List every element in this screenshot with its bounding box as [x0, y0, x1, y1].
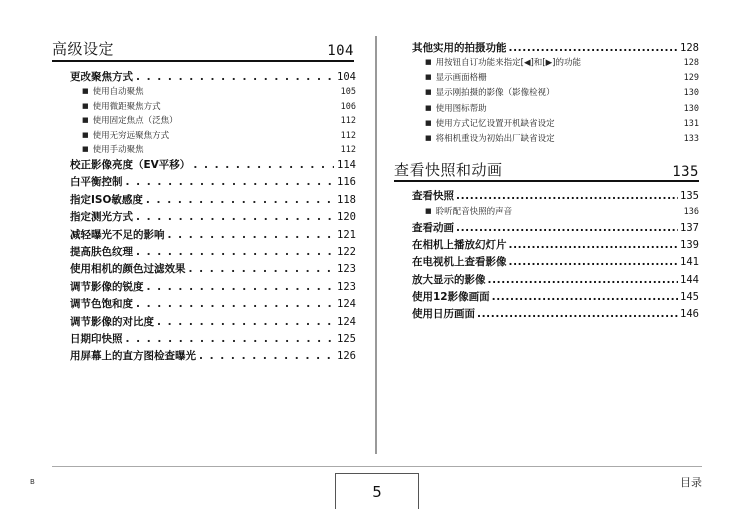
entry-title: 使用手动聚焦: [92, 145, 144, 155]
leader-dots: [126, 333, 335, 345]
entry-title: 在电视机上查看影像: [412, 256, 507, 269]
toc-entry[interactable]: [70, 261, 356, 276]
leader-dots: [189, 263, 335, 275]
entry-page: 145: [680, 290, 699, 303]
square-bullet-icon: ■: [425, 103, 432, 112]
toc-subentry[interactable]: [425, 102, 699, 114]
page-number-box: [335, 473, 419, 509]
leader-dots: [193, 159, 334, 171]
leader-dots: [456, 190, 678, 202]
leader-dots: [136, 71, 334, 83]
square-bullet-icon: ■: [425, 88, 432, 97]
entry-page: 136: [683, 207, 699, 217]
entry-page: 129: [683, 73, 699, 84]
toc-subentry[interactable]: [425, 56, 699, 68]
leader-dots: [168, 229, 335, 241]
entry-title: 用屏幕上的直方图检查曝光: [70, 350, 196, 363]
leader-dots: [199, 350, 334, 362]
toc-entry[interactable]: [70, 314, 356, 329]
entry-page: 112: [340, 145, 356, 155]
entry-title: 查看动画: [412, 222, 454, 234]
leader-dots: [136, 298, 334, 310]
entry-title: 使用相机的颜色过滤效果: [70, 263, 186, 276]
square-bullet-icon: ■: [425, 73, 432, 82]
leader-dots: [146, 194, 334, 206]
entry-title: 校正影像亮度（EV平移）: [70, 159, 191, 171]
square-bullet-icon: ■: [82, 145, 89, 153]
entry-page: 141: [680, 256, 699, 269]
square-bullet-icon: ■: [425, 58, 432, 66]
toc-entry[interactable]: [70, 192, 356, 207]
toc-subentry[interactable]: [82, 100, 356, 112]
leader-dots: [136, 211, 334, 223]
entry-title: 使用固定焦点（泛焦）: [92, 116, 178, 126]
toc-subentry[interactable]: [425, 86, 699, 98]
toc-link[interactable]: 目录: [680, 476, 702, 489]
entry-page: 121: [337, 228, 356, 241]
entry-page: 144: [680, 273, 699, 286]
toc-entry[interactable]: [70, 296, 356, 311]
entry-title: 使用12影像画面: [412, 290, 490, 303]
entry-title: 调节色饱和度: [70, 298, 133, 311]
leader-dots: [456, 222, 678, 234]
entry-page: 137: [680, 222, 699, 234]
entry-page: 125: [337, 333, 356, 345]
square-bullet-icon: ■: [82, 130, 89, 139]
entry-page: 128: [680, 42, 699, 54]
entry-title: 显示画面格栅: [435, 73, 487, 84]
entry-page: 126: [337, 350, 356, 363]
section-page: 104: [327, 43, 354, 59]
toc-entry-other-shooting[interactable]: [412, 40, 699, 55]
square-bullet-icon: ■: [425, 118, 432, 127]
entry-title: 日期印快照: [70, 333, 123, 345]
entry-page: 116: [337, 176, 356, 189]
entry-title: 使用微距聚焦方式: [92, 101, 161, 112]
leader-dots: [488, 274, 679, 286]
entry-page: 120: [337, 211, 356, 224]
square-bullet-icon: ■: [82, 101, 89, 110]
entry-title: 用按钮自订功能来指定[◀]和[▶]的功能: [435, 58, 581, 68]
toc-entry[interactable]: [70, 174, 356, 189]
entry-title: 显示刚拍摄的影像（影像检视）: [435, 88, 555, 99]
column-divider: [375, 36, 377, 454]
footer-rule: [52, 466, 702, 467]
toc-entry[interactable]: [70, 157, 356, 172]
entry-title: 指定测光方式: [70, 211, 133, 224]
entry-title: 查看快照: [412, 190, 454, 202]
entry-title: 调节影像的锐度: [70, 280, 144, 293]
entry-title: 使用无穷远聚焦方式: [92, 130, 170, 141]
entry-title: 白平衡控制: [70, 176, 123, 189]
entry-page: 118: [337, 193, 356, 206]
entry-title: 使用自动聚焦: [92, 87, 144, 97]
entry-title: 提高肤色纹理: [70, 246, 133, 258]
section-page: 135: [672, 164, 699, 180]
toc-subentry-audio-snapshot[interactable]: [425, 205, 699, 217]
entry-page: 124: [337, 315, 356, 328]
leader-dots: [509, 42, 679, 54]
toc-entry[interactable]: [70, 331, 356, 346]
entry-title: 其他实用的拍摄功能: [412, 42, 507, 54]
toc-subentry[interactable]: [82, 85, 356, 97]
toc-entry[interactable]: [412, 254, 699, 269]
square-bullet-icon: ■: [425, 207, 432, 215]
entry-title: 使用日历画面: [412, 308, 475, 320]
toc-entry[interactable]: [70, 348, 356, 363]
toc-entry-view-snapshots[interactable]: [412, 188, 699, 203]
entry-title: 使用方式记忆设置开机缺省设定: [435, 118, 555, 129]
leader-dots: [136, 246, 334, 258]
page-number: 5: [372, 483, 382, 501]
section-heading-view[interactable]: [394, 159, 699, 180]
toc-subentry[interactable]: [82, 114, 356, 126]
toc-subentry[interactable]: [425, 117, 699, 129]
leader-dots: [492, 291, 678, 303]
toc-subentry[interactable]: [425, 71, 699, 83]
entry-page: 133: [683, 134, 699, 144]
section-rule: [394, 180, 699, 182]
entry-page: 130: [683, 103, 699, 114]
section-rule: [52, 60, 354, 62]
entry-page: 112: [340, 130, 356, 141]
entry-page: 123: [337, 263, 356, 276]
leader-dots: [157, 316, 334, 328]
entry-title: 指定ISO敏感度: [70, 193, 143, 206]
entry-page: 130: [683, 88, 699, 99]
entry-page: 114: [337, 159, 356, 171]
toc-entry[interactable]: [412, 237, 699, 252]
entry-title: 调节影像的对比度: [70, 315, 154, 328]
leader-dots: [147, 281, 335, 293]
entry-title: 减轻曝光不足的影响: [70, 228, 165, 241]
corner-mark: B: [30, 478, 35, 486]
toc-subentry[interactable]: [425, 132, 699, 144]
toc-entry[interactable]: [70, 244, 356, 259]
entry-page: 112: [340, 116, 356, 126]
entry-title: 更改聚焦方式: [70, 71, 133, 83]
entry-title: 将相机重设为初始出厂缺省设定: [435, 134, 555, 144]
entry-page: 106: [340, 101, 356, 112]
entry-page: 131: [683, 118, 699, 129]
toc-subentry[interactable]: [82, 129, 356, 141]
leader-dots: [126, 176, 335, 188]
entry-title: 使用图标帮助: [435, 103, 487, 114]
section-heading-advanced[interactable]: [52, 38, 354, 59]
entry-page: 123: [337, 280, 356, 293]
toc-entry[interactable]: [70, 279, 356, 294]
entry-page: 139: [680, 239, 699, 252]
square-bullet-icon: ■: [82, 116, 89, 124]
toc-entry-focus-mode[interactable]: [70, 69, 356, 84]
entry-page: 105: [340, 87, 356, 97]
toc-entry[interactable]: [412, 272, 699, 287]
entry-page: 124: [337, 298, 356, 311]
leader-dots: [477, 308, 678, 320]
toc-entry[interactable]: [412, 220, 699, 235]
leader-dots: [509, 239, 679, 251]
entry-title: 放大显示的影像: [412, 273, 486, 286]
leader-dots: [509, 256, 679, 268]
entry-title: 聆听配音快照的声音: [435, 207, 513, 217]
entry-page: 104: [337, 71, 356, 83]
toc-subentry[interactable]: [82, 143, 356, 155]
entry-title: 在相机上播放幻灯片: [412, 239, 507, 252]
section-title: 高级设定: [52, 40, 115, 58]
square-bullet-icon: ■: [425, 134, 432, 142]
toc-entry[interactable]: [70, 209, 356, 224]
toc-entry[interactable]: [70, 227, 356, 242]
square-bullet-icon: ■: [82, 87, 89, 95]
entry-page: 135: [680, 190, 699, 202]
entry-page: 146: [680, 308, 699, 320]
toc-entry[interactable]: [412, 306, 699, 321]
entry-page: 128: [683, 58, 699, 68]
section-title: 查看快照和动画: [394, 161, 503, 179]
toc-entry[interactable]: [412, 289, 699, 304]
entry-page: 122: [337, 246, 356, 258]
